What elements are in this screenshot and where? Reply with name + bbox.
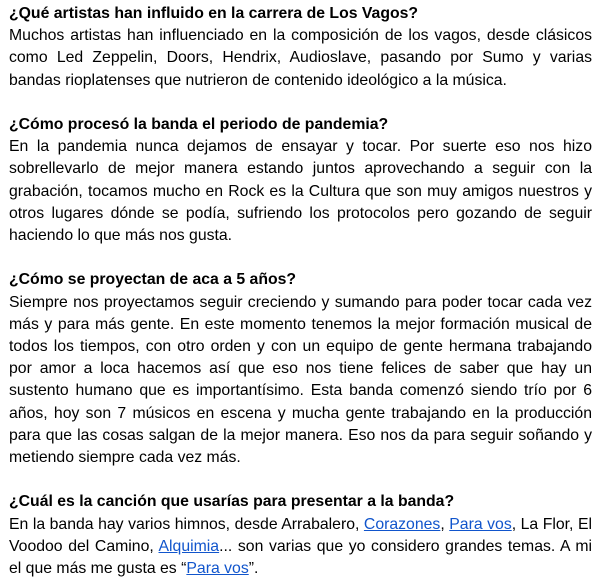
qa-block-five-years — [9, 269, 592, 469]
answer-paragraph: En la pandemia nunca dejamos de ensayar y tocar. Por suerte eso nos hizo sobrellevarlo de mejor manera estando juntos aprovechando a seguir con la grabación, tocamos mucho en Rock es la Cultura que son muy amigos nuestros y otros lugares dónde se podía, sufriendo los protocolos pero gozando de seguir haciendo lo que más nos gusta. — [9, 138, 592, 245]
song-link-para-vos[interactable]: Para vos — [449, 515, 512, 533]
song-link-alquimia[interactable]: Alquimia — [158, 537, 220, 555]
question-heading: ¿Cómo se proyectan de aca a 5 años? — [9, 271, 297, 289]
answer-text: En la banda hay varios himnos, desde Arrabalero, — [9, 515, 364, 533]
answer-text: , — [440, 515, 450, 533]
question-heading: ¿Cuál es la canción que usarías para presentar a la banda? — [9, 493, 455, 511]
question-heading: ¿Qué artistas han influido en la carrera de Los Vagos? — [9, 5, 419, 22]
answer-text: , La Flor, El Voodoo del Camino, — [9, 515, 592, 555]
answer-text: ... son varias que yo considero grandes temas. A mi el que más me gusta es “ — [9, 537, 593, 578]
qa-block-influences — [9, 3, 592, 92]
answer-paragraph: Muchos artistas han influenciado en la composición de los vagos, desde clásicos como Led Zeppelin, Doors, Hendrix, Audioslave, pasando por Sumo y varias bandas rioplatenses que nutrieron de contenido ideológico a la música. — [9, 27, 592, 89]
answer-paragraph — [9, 514, 592, 580]
qa-block-song — [9, 491, 592, 580]
qa-block-pandemic — [9, 114, 592, 247]
song-link-corazones[interactable]: Corazones — [363, 515, 441, 533]
answer-text: ”. — [248, 560, 259, 578]
answer-paragraph: Siempre nos proyectamos seguir creciendo y sumando para poder tocar cada vez más y para más gente. En este momento tenemos la mejor formación musical de todos los tiempos, con otro orden y con un equipo de gente hermana trabajando por amor a loca hacemos así que eso nos tiene felices de saber que hay un sustento humano que es importantísimo. Esta banda comenzó siendo trío por 6 años, hoy son 7 músicos en escena y mucha gente trabajando en la producción para que las cosas salgan de la mejor manera. Eso nos da para seguir soñando y metiendo siempre cada vez más. — [9, 293, 592, 467]
question-heading: ¿Cómo procesó la banda el periodo de pandemia? — [9, 116, 389, 133]
song-link-para-vos-favorite[interactable]: Para vos — [186, 560, 249, 578]
